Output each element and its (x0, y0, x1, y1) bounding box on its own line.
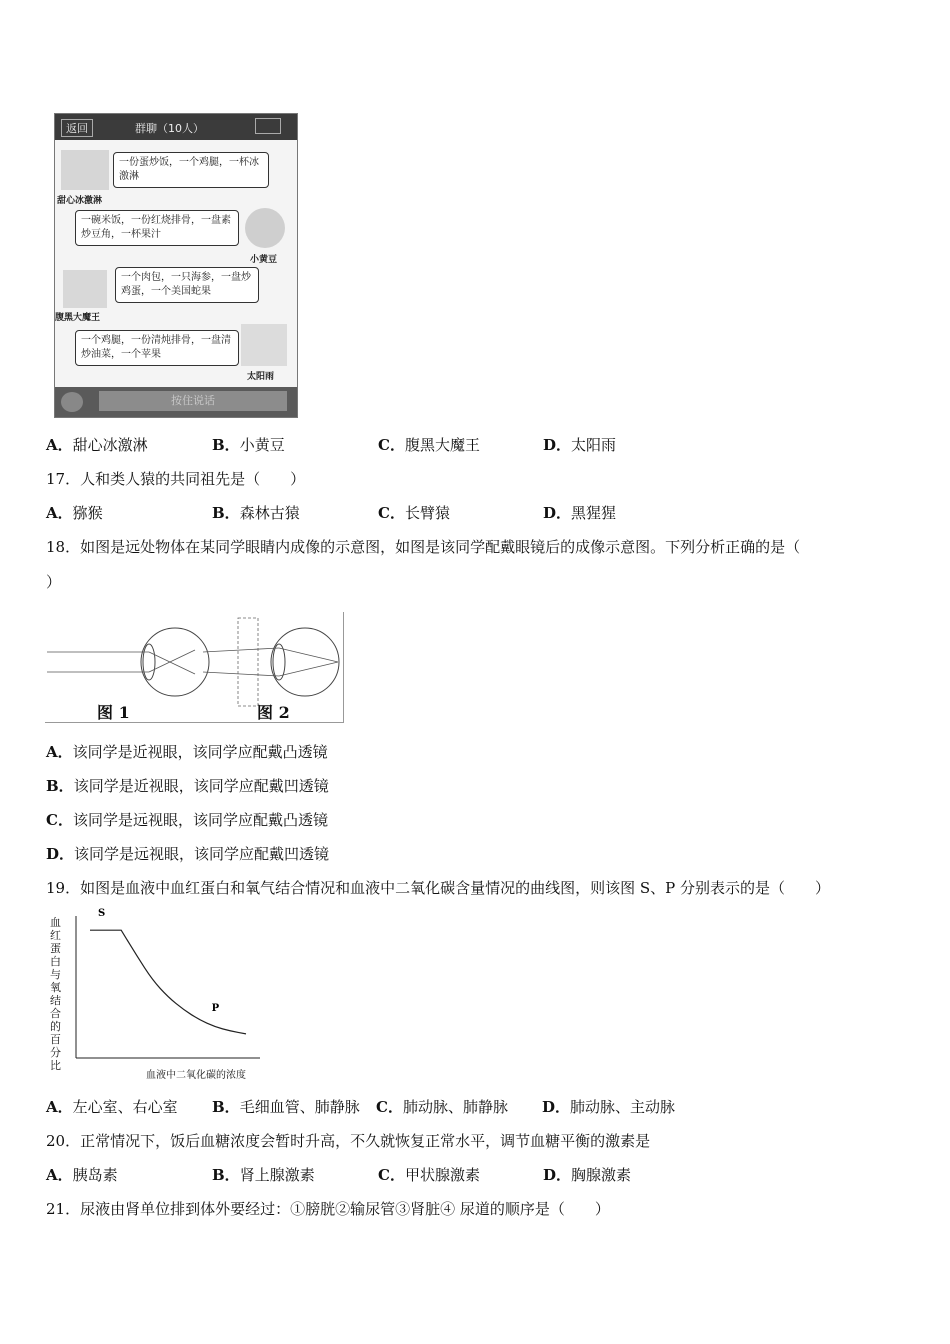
chat-back-button: 返回 (61, 119, 93, 137)
chart-x-label: 血液中二氧化碳的浓度 (146, 1070, 246, 1081)
q17-option-c: C．长臂猿 (378, 504, 450, 522)
chat-username: 太阳雨 (247, 372, 275, 382)
q20-option-d: D．胸腺激素 (543, 1166, 632, 1184)
chat-username: 小黄豆 (250, 255, 278, 265)
q19-stem: 19．如图是血液中血红蛋白和氧气结合情况和血液中二氧化碳含量情况的曲线图，则该图 S、P 分别表示的是（ ） (46, 879, 830, 897)
q18-stem: 18．如图是远处物体在某同学眼睛内成像的示意图，如图是该同学配戴眼镜后的成像示意图。下列分析正确的是（ (46, 538, 801, 556)
figure-2-label: 图 2 (257, 703, 290, 722)
group-members-icon (255, 118, 281, 134)
co2-hemoglobin-curve (90, 930, 246, 1034)
chat-bubble: 一碗米饭，一份红烧排骨，一盘素炒豆角，一杯果汁 (75, 210, 239, 246)
chat-header (55, 114, 297, 140)
q21-stem: 21．尿液由肾单位排到体外要经过：①膀胱②输尿管③肾脏④ 尿道的顺序是（ ） (46, 1200, 610, 1218)
avatar-girl (61, 150, 109, 190)
q17-option-a: A．猕猴 (46, 504, 103, 522)
eyeball-2 (271, 628, 339, 696)
q18-option-c: C．该同学是远视眼，该同学应配戴凸透镜 (46, 811, 328, 829)
hold-to-talk-button: 按住说话 (99, 391, 287, 411)
chat-username: 甜心冰激淋 (57, 196, 103, 206)
q20-option-c: C．甲状腺激素 (378, 1166, 480, 1184)
q18-option-b: B．该同学是近视眼，该同学应配戴凹透镜 (46, 777, 329, 795)
avatar-anime-girl (241, 324, 287, 366)
chat-bubble: 一份蛋炒饭，一个鸡腿，一杯冰激淋 (113, 152, 269, 188)
q16-option-a: A．甜心冰激淋 (46, 436, 148, 454)
eye-lens-figure (45, 612, 344, 723)
eyeball-1 (141, 628, 209, 696)
hemoglobin-curve-chart (46, 906, 276, 1082)
q17-stem: 17．人和类人猿的共同祖先是（ ） (46, 470, 306, 488)
q19-option-c: C．肺动脉、肺静脉 (376, 1098, 508, 1116)
curve-plot (46, 906, 276, 1082)
q20-option-a: A．胰岛素 (46, 1166, 118, 1184)
q20-stem: 20．正常情况下，饭后血糖浓度会暂时升高，不久就恢复正常水平，调节血糖平衡的激素是 (46, 1132, 651, 1150)
figure-1-label: 图 1 (97, 703, 130, 722)
q16-option-d: D．太阳雨 (543, 436, 617, 454)
chat-screenshot-figure (54, 113, 298, 418)
avatar-cartoon (245, 208, 285, 248)
q19-option-a: A．左心室、右心室 (46, 1098, 178, 1116)
avatar-silhouette (63, 270, 107, 308)
point-label-p: P (211, 1002, 220, 1014)
q17-option-b: B．森林古猿 (212, 504, 300, 522)
chat-bubble: 一个肉包，一只海参，一盘炒鸡蛋，一个美国蛇果 (115, 267, 259, 303)
chart-y-label: 血红蛋白与氧结合的百分比 (50, 916, 61, 1072)
keyboard-toggle-icon (61, 392, 83, 412)
chat-footer (55, 387, 297, 417)
q19-option-d: D．肺动脉、主动脉 (542, 1098, 676, 1116)
q16-option-c: C．腹黑大魔王 (378, 436, 480, 454)
q16-option-b: B．小黄豆 (212, 436, 285, 454)
chat-bubble: 一个鸡腿，一份清炖排骨，一盘清炒油菜，一个苹果 (75, 330, 239, 366)
q18-option-a: A．该同学是近视眼，该同学应配戴凸透镜 (46, 743, 328, 761)
eye-diagram (45, 612, 343, 722)
point-label-s: S (98, 908, 106, 920)
eye-lens-1 (143, 644, 155, 680)
glasses-lens-2 (238, 618, 258, 706)
q18-stem-cont: ） (46, 573, 62, 591)
q18-option-d: D．该同学是远视眼，该同学应配戴凹透镜 (46, 845, 330, 863)
q17-option-d: D．黑猩猩 (543, 504, 617, 522)
chat-title: 群聊（10人） (135, 122, 204, 135)
q19-option-b: B．毛细血管、肺静脉 (212, 1098, 360, 1116)
q20-option-b: B．肾上腺激素 (212, 1166, 315, 1184)
chat-username: 腹黑大魔王 (55, 313, 101, 323)
